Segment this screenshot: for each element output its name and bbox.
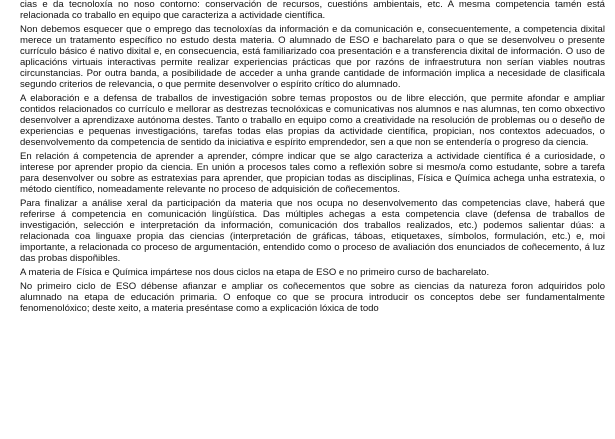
paragraph-5: Para finalizar a análise xeral da participación da materia que nos ocupa no desenvolvemento das competencias clave, haberá que referirse á competencia en comunicación lingüística. Das múltiples achegas a esta competencia clave (defensa de traballos de investigación, selección e interpretación da información, comunicación dos traballos realizados, etc.) podemos salientar dúas: a relacionada coa linguaxe propia das ciencias (interpretación de gráficas, táboas, etiquetaxes, símbolos, formulación, etc.) e, moi importante, a relacionada co proceso de argumentación, entendido como o proceso de avaliación dos enunciados de coñecemento, á luz das probas dispoñibles. — [20, 197, 605, 265]
paragraph-6: A materia de Física e Química impártese nos dous ciclos na etapa de ESO e no primeiro curso de bacharelato. — [20, 267, 490, 279]
paragraph-7: No primeiro ciclo de ESO débense afianzar e ampliar os coñecementos que sobre as ciencias da natureza foron adquiridos polo alumnado na etapa de educación primaria. O enfoque co que se procura introducir os conceptos debe ser fundamentalmente fenomenolóxico; deste xeito, a materia preséntase como a explicación lóxica de todo — [20, 280, 605, 314]
paragraph-1: cias e da tecnoloxía no noso contorno: conservación de recursos, cuestións ambientais, etc. A mesma competencia tamén está relacionada co traballo en equipo que caracteriza a actividade científica. — [20, 0, 605, 22]
paragraph-4: En relación á competencia de aprender a aprender, cómpre indicar que se algo caracteriza a actividade científica é a curiosidade, o interese por aprender propio da ciencia. En unión a procesos tales como a reflexión sobre si mesmo/a como estudante, sobre a tarefa para desenvolver ou sobre as estratexias para aprender, que propician todas as disciplinas, Física e Química achega unha estratexia, o método científico, nomeadamente relevante no proceso de adquisición de coñecementos. — [20, 151, 605, 196]
paragraph-3: A elaboración e a defensa de traballos de investigación sobre temas propostos ou de libre elección, que permite afondar e ampliar contidos relacionados co currículo e mellorar as destrezas tecnolóxicas e comunicativas nos alumnos e nas alumnas, ten como obxectivo desenvolver a aprendizaxe autónoma destes. Tanto o traballo en equipo como a creatividade na resolución de problemas ou o deseño de experiencias e pequenas investigacións, tarefas todas elas propias da actividade científica, propician, nos contextos adecuados, o desenvolvemento da competencia de sentido da iniciativa e espírito emprendedor, sen a que non se entendería o progreso da ciencia. — [20, 92, 605, 149]
paragraph-2: Non debemos esquecer que o emprego das tecnoloxías da información e da comunicación e, consecuentemente, a competencia dixital merece un tratamento específico no estudo desta materia. O alumnado de ESO e bacharelato para o que se desenvolveu o presente currículo básico é nativo dixital e, en consecuencia, está familiarizado coa presentación e a transferencia dixital de información. O uso de aplicacións virtuais interactivas permite realizar experiencias prácticas que por razóns de infraestrutura non serían viables noutras circunstancias. Por outra banda, a posibilidade de acceder a unha grande cantidade de información implica a necesidade de clasificala segundo criterios de relevancia, o que permite desenvolver o espírito crítico do alumnado. — [20, 23, 605, 91]
